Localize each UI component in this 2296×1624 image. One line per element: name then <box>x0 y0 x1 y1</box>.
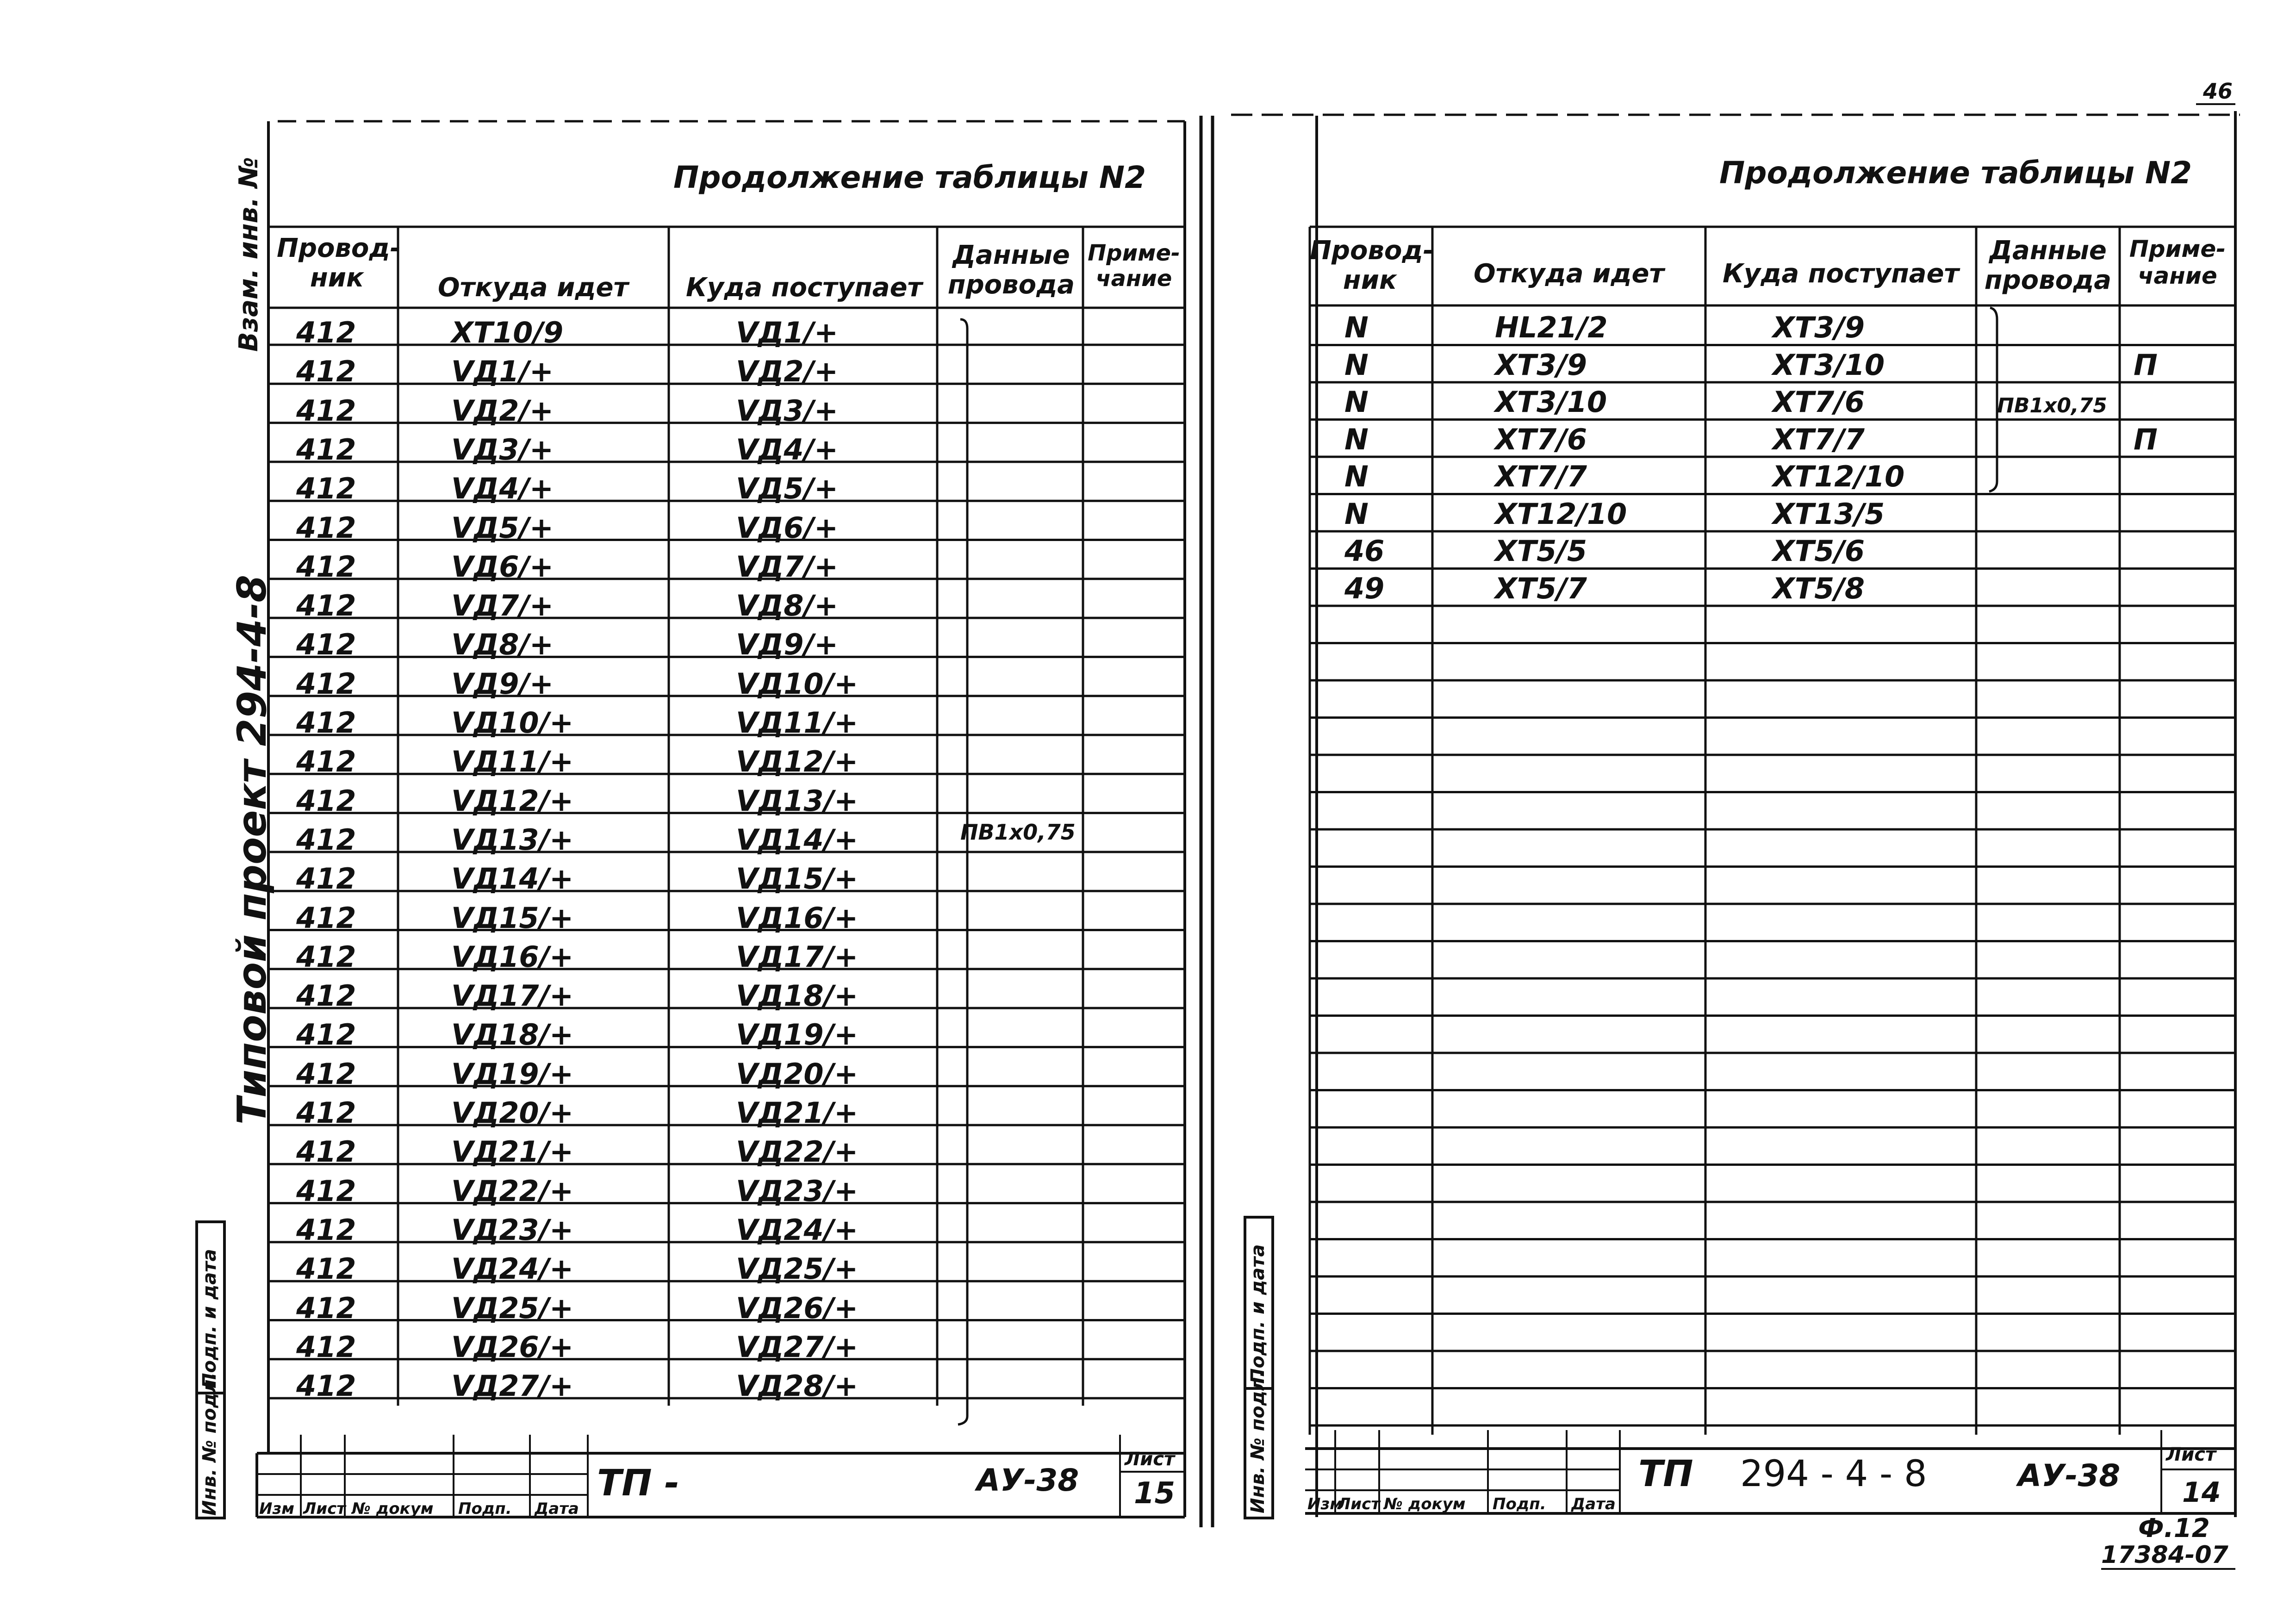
right-stamp-list: Лист <box>1338 1495 1380 1513</box>
left-row-wire: 412 <box>296 510 356 545</box>
left-row-to: VД6/+ <box>736 510 838 545</box>
left-row-from: VД13/+ <box>451 822 574 857</box>
left-row-wire: 412 <box>296 666 356 701</box>
left-row-from: VД14/+ <box>451 862 574 896</box>
right-header-to: Куда поступает <box>1722 259 1960 289</box>
left-row-to: VД26/+ <box>736 1291 859 1325</box>
left-row-from: VД22/+ <box>451 1174 574 1208</box>
right-row-note: П <box>2134 348 2158 382</box>
right-header-from: Откуда идет <box>1474 259 1664 289</box>
page-corner-number: 46 <box>2203 79 2233 104</box>
right-stamp-sign: Подп. <box>1493 1495 1546 1513</box>
left-row-to: VД10/+ <box>736 666 859 701</box>
left-row-to: VД28/+ <box>736 1369 859 1403</box>
left-row-to: VД1/+ <box>736 316 838 349</box>
left-row-wire: 412 <box>296 1213 356 1247</box>
left-row-wire: 412 <box>296 355 356 389</box>
left-sheet-number: 15 <box>1134 1476 1176 1511</box>
left-header-to: Куда поступает <box>685 273 923 303</box>
left-row-to: VД2/+ <box>736 355 838 389</box>
left-stamp-list: Лист <box>303 1500 346 1518</box>
left-row-to: VД12/+ <box>736 745 859 779</box>
left-row-wire: 412 <box>296 979 356 1013</box>
right-row-to: XT3/10 <box>1773 348 1885 382</box>
left-row-from: VД18/+ <box>451 1018 574 1052</box>
left-header-note-line1: Приме- <box>1088 240 1180 266</box>
left-row-to: VД7/+ <box>736 549 838 584</box>
archive-number: 17384-07 <box>2101 1541 2228 1569</box>
left-row-from: VД21/+ <box>451 1135 574 1169</box>
right-row-to: XT7/6 <box>1773 385 1865 419</box>
right-header-note-line2: чание <box>2138 262 2217 289</box>
left-row-from: VД8/+ <box>451 628 554 662</box>
right-header-data <box>1976 236 2120 296</box>
left-wire-data: ПВ1х0,75 <box>960 820 1076 845</box>
left-stamp-doc: № докум <box>352 1500 434 1518</box>
left-row-from: VД24/+ <box>451 1252 574 1286</box>
left-row-from: VД26/+ <box>451 1330 574 1364</box>
left-header-note <box>1085 241 1182 292</box>
right-header-wire-line1: Провод- <box>1310 236 1434 266</box>
left-row-wire: 412 <box>296 745 356 779</box>
left-row-from: VД16/+ <box>451 940 574 974</box>
left-row-from: XT10/9 <box>451 316 564 349</box>
left-row-wire: 412 <box>296 432 356 467</box>
right-margin-label-sign: Подп. и дата <box>1247 1244 1269 1384</box>
left-row-from: VД23/+ <box>451 1213 574 1247</box>
left-row-wire: 412 <box>296 1291 356 1325</box>
left-table-title: Продолжение таблицы N2 <box>673 160 1146 195</box>
left-row-from: VД25/+ <box>451 1291 574 1325</box>
right-header-note <box>2122 236 2233 289</box>
right-stamp-izm: Изм <box>1307 1495 1343 1513</box>
right-row-from: XT5/7 <box>1495 571 1587 605</box>
left-row-from: VД27/+ <box>451 1369 574 1403</box>
right-row-to: XT3/9 <box>1773 311 1865 344</box>
left-row-wire: 412 <box>296 628 356 662</box>
format-label: Ф.12 <box>2138 1513 2210 1543</box>
left-row-from: VД15/+ <box>451 901 574 935</box>
left-row-from: VД7/+ <box>451 589 554 623</box>
left-row-to: VД19/+ <box>736 1018 859 1052</box>
left-sheet-label: Лист <box>1125 1449 1175 1470</box>
right-header-wire-line2: ник <box>1343 265 1397 296</box>
left-stamp-doc-code: АУ-38 <box>977 1462 1079 1498</box>
right-row-to: XT5/8 <box>1773 571 1865 605</box>
left-row-to: VД18/+ <box>736 979 859 1013</box>
left-row-to: VД25/+ <box>736 1252 859 1286</box>
left-row-from: VД9/+ <box>451 666 554 701</box>
left-row-wire: 412 <box>296 706 356 740</box>
left-row-to: VД22/+ <box>736 1135 859 1169</box>
right-row-from: XT3/9 <box>1495 348 1587 382</box>
left-side-replace-label: Взам. инв. № <box>234 156 264 352</box>
left-header-note-line2: чание <box>1095 266 1172 292</box>
right-row-wire: N <box>1344 460 1369 493</box>
left-row-wire: 412 <box>296 1369 356 1403</box>
left-row-from: VД19/+ <box>451 1057 574 1091</box>
left-row-to: VД15/+ <box>736 862 859 896</box>
right-stamp-project: 294 - 4 - 8 <box>1740 1453 1927 1495</box>
left-row-wire: 412 <box>296 784 356 818</box>
right-row-to: XT12/10 <box>1773 460 1905 493</box>
left-row-to: VД17/+ <box>736 940 859 974</box>
left-header-data <box>937 241 1085 300</box>
left-row-wire: 412 <box>296 549 356 584</box>
right-sheet-label: Лист <box>2166 1444 2216 1465</box>
left-row-from: VД20/+ <box>451 1096 574 1130</box>
right-row-to: XT13/5 <box>1773 497 1885 531</box>
left-row-to: VД27/+ <box>736 1330 859 1364</box>
right-row-from: XT5/5 <box>1495 534 1587 568</box>
right-row-wire: N <box>1344 385 1369 419</box>
right-header-data-line2: провода <box>1984 265 2112 296</box>
right-row-wire: 49 <box>1344 571 1385 605</box>
right-row-from: XT3/10 <box>1495 385 1607 419</box>
left-row-from: VД3/+ <box>451 432 554 467</box>
left-row-from: VД12/+ <box>451 784 574 818</box>
left-row-to: VД24/+ <box>736 1213 859 1247</box>
left-header-data-line2: провода <box>947 270 1075 300</box>
left-row-to: VД14/+ <box>736 822 859 857</box>
left-row-from: VД10/+ <box>451 706 574 740</box>
left-row-wire: 412 <box>296 901 356 935</box>
left-row-to: VД3/+ <box>736 393 838 428</box>
right-row-from: HL21/2 <box>1495 311 1608 344</box>
left-row-wire: 412 <box>296 472 356 506</box>
left-row-to: VД20/+ <box>736 1057 859 1091</box>
left-row-to: VД11/+ <box>736 706 859 740</box>
right-row-from: XT12/10 <box>1495 497 1627 531</box>
right-header-data-line1: Данные <box>1989 236 2107 266</box>
right-stamp-code: ТП <box>1638 1453 1693 1495</box>
right-row-to: XT7/7 <box>1773 422 1865 456</box>
left-row-from: VД17/+ <box>451 979 574 1013</box>
left-row-to: VД21/+ <box>736 1096 859 1130</box>
left-row-to: VД4/+ <box>736 432 838 467</box>
right-row-from: XT7/7 <box>1495 460 1587 493</box>
left-row-to: VД5/+ <box>736 472 838 506</box>
left-row-wire: 412 <box>296 393 356 428</box>
left-row-from: VД6/+ <box>451 549 554 584</box>
left-row-wire: 412 <box>296 940 356 974</box>
left-row-wire: 412 <box>296 1174 356 1208</box>
left-row-wire: 412 <box>296 1057 356 1091</box>
right-margin-label-inv: Инв. № подл. <box>1247 1370 1269 1513</box>
left-margin-label-inv: Инв. № подл. <box>199 1372 220 1516</box>
left-header-from: Откуда идет <box>438 273 628 303</box>
left-row-wire: 412 <box>296 1135 356 1169</box>
right-stamp-doc: № докум <box>1384 1495 1466 1513</box>
right-header-wire <box>1310 236 1434 296</box>
right-table-title: Продолжение таблицы N2 <box>1719 155 2192 191</box>
left-stamp-izm: Изм <box>259 1500 295 1518</box>
left-row-from: VД1/+ <box>451 355 554 389</box>
left-row-wire: 412 <box>296 589 356 623</box>
left-row-wire: 412 <box>296 1252 356 1286</box>
right-header-note-line1: Приме- <box>2129 236 2226 262</box>
left-stamp-code: ТП - <box>597 1462 680 1504</box>
left-row-wire: 412 <box>296 862 356 896</box>
left-row-to: VД8/+ <box>736 589 838 623</box>
left-margin-label-sign: Подп. и дата <box>199 1249 220 1388</box>
right-row-note: П <box>2134 422 2158 456</box>
left-row-from: VД2/+ <box>451 393 554 428</box>
left-header-data-line1: Данные <box>952 240 1070 270</box>
left-row-wire: 412 <box>296 1096 356 1130</box>
left-row-wire: 412 <box>296 822 356 857</box>
left-row-to: VД13/+ <box>736 784 859 818</box>
right-sheet-number: 14 <box>2182 1476 2221 1509</box>
left-row-wire: 412 <box>296 316 356 349</box>
right-stamp-doc-code: АУ-38 <box>2018 1458 2121 1493</box>
left-row-wire: 412 <box>296 1330 356 1364</box>
right-row-wire: N <box>1344 497 1369 531</box>
right-wire-data: ПВ1х0,75 <box>1997 394 2107 417</box>
right-row-wire: N <box>1344 422 1369 456</box>
left-stamp-sign: Подп. <box>458 1500 512 1518</box>
right-stamp-date: Дата <box>1571 1495 1616 1513</box>
right-row-from: XT7/6 <box>1495 422 1587 456</box>
left-stamp-date: Дата <box>535 1500 579 1518</box>
right-row-wire: N <box>1344 311 1369 344</box>
left-row-to: VД9/+ <box>736 628 838 662</box>
left-row-to: VД16/+ <box>736 901 859 935</box>
left-header-wire-line1: Провод- <box>277 233 401 263</box>
left-row-wire: 412 <box>296 1018 356 1052</box>
left-row-to: VД23/+ <box>736 1174 859 1208</box>
left-header-wire <box>277 233 401 293</box>
right-row-to: XT5/6 <box>1773 534 1865 568</box>
left-header-wire-line2: ник <box>310 263 364 293</box>
left-side-project-label: Типовой проект 294-4-8 <box>229 574 275 1125</box>
left-row-from: VД4/+ <box>451 472 554 506</box>
left-row-from: VД5/+ <box>451 510 554 545</box>
right-row-wire: N <box>1344 348 1369 382</box>
right-row-wire: 46 <box>1344 534 1385 568</box>
left-row-from: VД11/+ <box>451 745 574 779</box>
